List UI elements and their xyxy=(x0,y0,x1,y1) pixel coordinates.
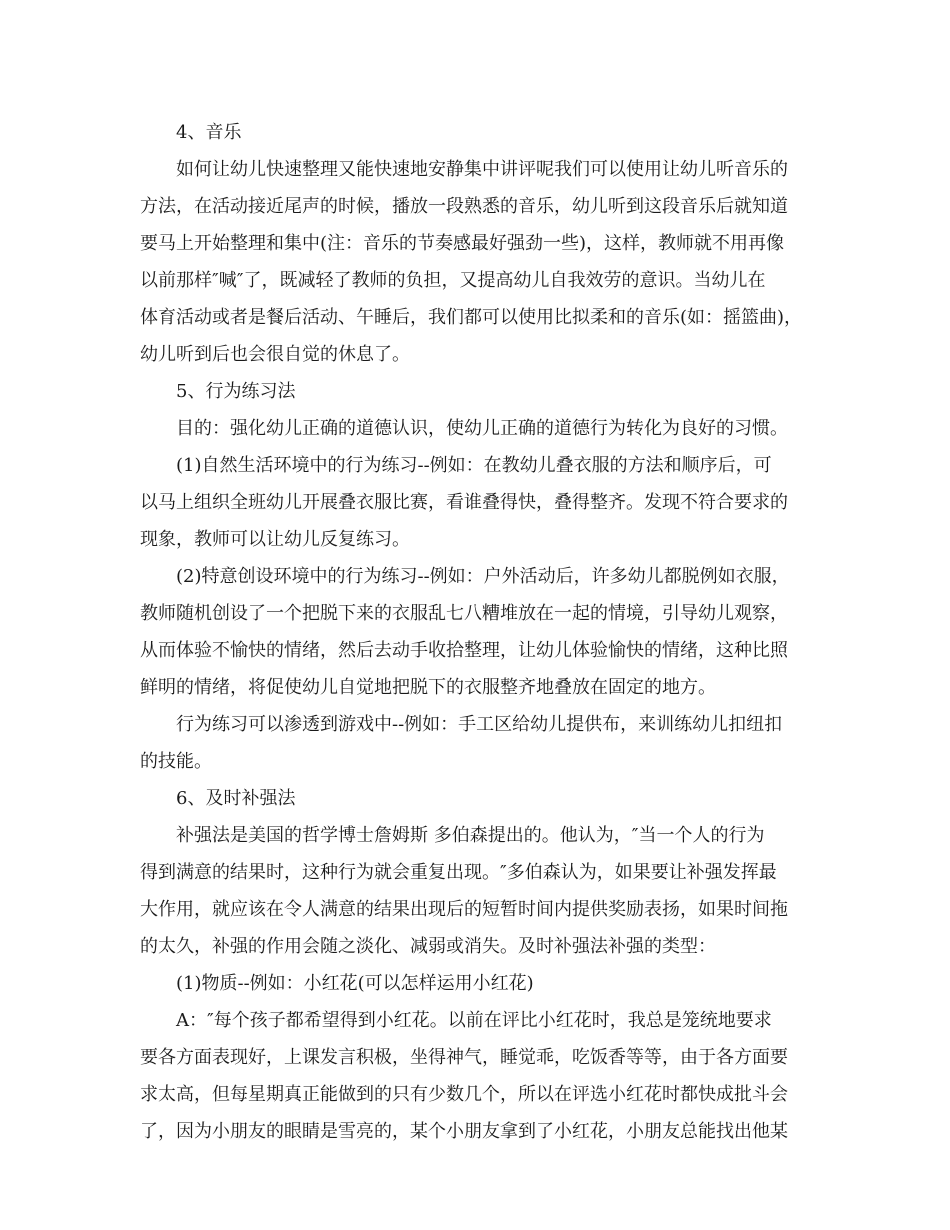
paragraph-line: (1)自然生活环境中的行为练习--例如：在教幼儿叠衣服的方法和顺序后，可 xyxy=(176,455,772,476)
paragraph-line: A：″每个孩子都希望得到小红花。以前在评比小红花时，我总是笼统地要求 xyxy=(176,1010,772,1031)
paragraph-line: 大作用，就应该在令人满意的结果出现后的短暂时间内提供奖励表扬，如果时间拖 xyxy=(140,899,788,920)
paragraph-line: (1)物质--例如：小红花(可以怎样运用小红花) xyxy=(176,973,534,994)
paragraph-line: 要马上开始整理和集中(注：音乐的节奏感最好强劲一些)，这样，教师就不用再像 xyxy=(140,233,785,254)
paragraph-line: 的太久，补强的作用会随之淡化、减弱或消失。及时补强法补强的类型： xyxy=(140,936,716,957)
paragraph-line: 求太高，但每星期真正能做到的只有少数几个，所以在评选小红花时都快成批斗会 xyxy=(140,1084,788,1105)
paragraph-line: 要各方面表现好，上课发言积极，坐得神气，睡觉乖，吃饭香等等，由于各方面要 xyxy=(140,1047,788,1068)
paragraph-line: 方法，在活动接近尾声的时候，播放一段熟悉的音乐，幼儿听到这段音乐后就知道 xyxy=(140,196,788,217)
paragraph-line: 的技能。 xyxy=(140,751,212,772)
paragraph-line: 从而体验不愉快的情绪，然后去动手收拾整理，让幼儿体验愉快的情绪，这种比照 xyxy=(140,640,788,661)
paragraph-line: 教师随机创设了一个把脱下来的衣服乱七八糟堆放在一起的情境，引导幼儿观察， xyxy=(140,603,788,624)
paragraph-line: 得到满意的结果时，这种行为就会重复出现。″多伯森认为，如果要让补强发挥最 xyxy=(140,862,777,883)
paragraph-line: 体育活动或者是餐后活动、午睡后，我们都可以使用比拟柔和的音乐(如：摇篮曲)， xyxy=(140,307,803,328)
section-heading-music: 4、音乐 xyxy=(176,122,242,143)
paragraph-line: 现象，教师可以让幼儿反复练习。 xyxy=(140,529,410,550)
section-heading-behavior-practice: 5、行为练习法 xyxy=(176,381,296,402)
paragraph-line: 行为练习可以渗透到游戏中--例如：手工区给幼儿提供布，来训练幼儿扣纽扣 xyxy=(176,714,783,735)
paragraph-line: (2)特意创设环境中的行为练习--例如：户外活动后，许多幼儿都脱例如衣服， xyxy=(176,566,790,587)
paragraph-line: 以前那样″喊″了，既减轻了教师的负担，又提高幼儿自我效劳的意识。当幼儿在 xyxy=(140,270,766,291)
paragraph-line: 如何让幼儿快速整理又能快速地安静集中讲评呢我们可以使用让幼儿听音乐的 xyxy=(176,159,788,180)
section-heading-reinforcement: 6、及时补强法 xyxy=(176,788,296,809)
paragraph-line: 了，因为小朋友的眼睛是雪亮的，某个小朋友拿到了小红花，小朋友总能找出他某 xyxy=(140,1121,788,1142)
paragraph-line: 目的：强化幼儿正确的道德认识，使幼儿正确的道德行为转化为良好的习惯。 xyxy=(176,418,788,439)
paragraph-line: 以马上组织全班幼儿开展叠衣服比赛，看谁叠得快，叠得整齐。发现不符合要求的 xyxy=(140,492,788,513)
paragraph-line: 补强法是美国的哲学博士詹姆斯 多伯森提出的。他认为，″当一个人的行为 xyxy=(176,825,765,846)
paragraph-line: 鲜明的情绪，将促使幼儿自觉地把脱下的衣服整齐地叠放在固定的地方。 xyxy=(140,677,716,698)
paragraph-line: 幼儿听到后也会很自觉的休息了。 xyxy=(140,344,410,365)
